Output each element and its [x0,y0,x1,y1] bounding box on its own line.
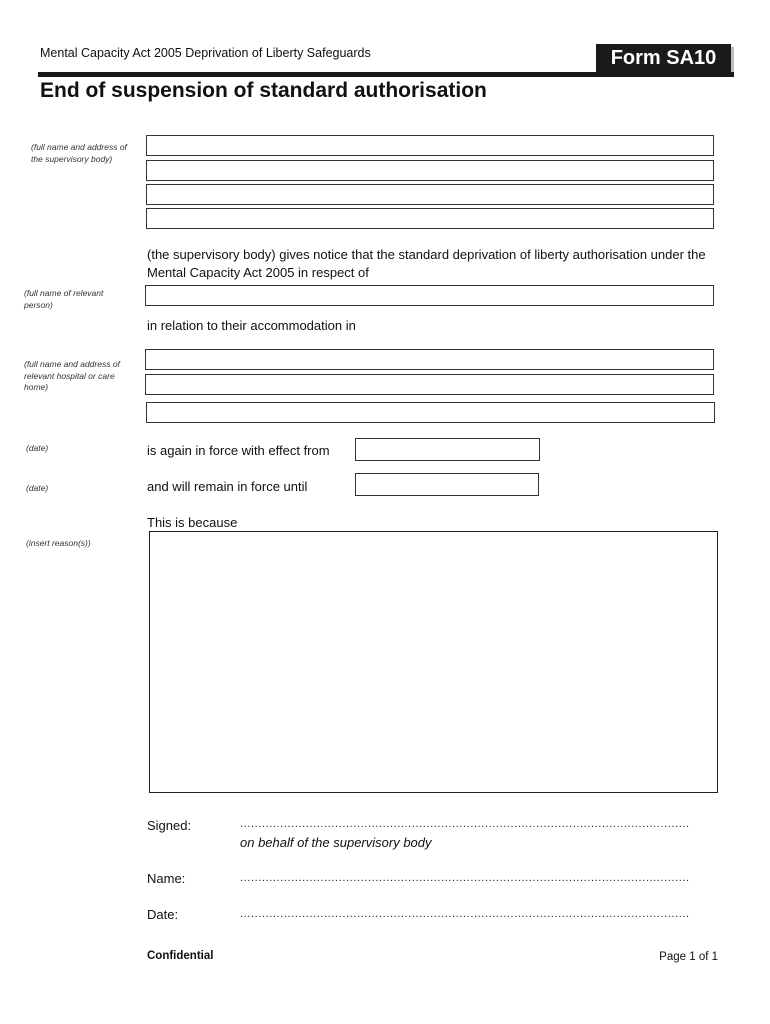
supervisory-body-line4-input[interactable] [146,208,714,229]
date-label: Date: [147,907,179,922]
supervisory-body-hint: (full name and address of the supervisory body) [31,142,127,164]
relevant-person-hint: (full name of relevant person) [24,288,104,310]
page-title: End of suspension of standard authorisation [40,79,487,102]
supervisory-body-line1-input[interactable] [146,135,714,156]
accommodation-text: in relation to their accommodation in [147,318,356,333]
header-divider [38,72,734,77]
notice-text: (the supervisory body) gives notice that the standard deprivation of liberty authorisation under the Mental Capacity Act 2005 in respect of [147,247,706,280]
on-behalf-text: on behalf of the supervisory body [240,835,432,850]
in-force-from-text: is again in force with effect from [147,443,330,458]
date-from-input[interactable] [355,438,540,461]
reasons-hint: (insert reason(s)) [26,538,91,548]
remain-until-text: and will remain in force until [147,479,308,494]
name-label: Name: [147,871,186,886]
supervisory-body-line2-input[interactable] [146,160,714,181]
date-until-hint: (date) [26,483,49,493]
confidential-label: Confidential [147,950,214,962]
date-line[interactable]: ........................................................................................................................... [240,908,690,920]
form-code-badge: Form SA10 [596,44,731,73]
date-until-input[interactable] [355,473,539,496]
page-number: Page 1 of 1 [659,951,718,963]
accommodation-line3-input[interactable] [146,402,715,423]
accommodation-line1-input[interactable] [145,349,714,370]
relevant-person-input[interactable] [145,285,714,306]
signed-label: Signed: [147,818,192,833]
act-title: Mental Capacity Act 2005 Deprivation of Liberty Safeguards [40,46,371,60]
hospital-care-home-hint: (full name and address of relevant hospital or care home) [24,359,120,392]
signature-line[interactable]: ........................................................................................................................... [240,818,690,830]
name-line[interactable]: ........................................................................................................................... [240,872,690,884]
reasons-textarea[interactable] [149,531,718,793]
supervisory-body-line3-input[interactable] [146,184,714,205]
accommodation-line2-input[interactable] [145,374,714,395]
because-text: This is because [147,515,238,530]
date-from-hint: (date) [26,443,49,453]
